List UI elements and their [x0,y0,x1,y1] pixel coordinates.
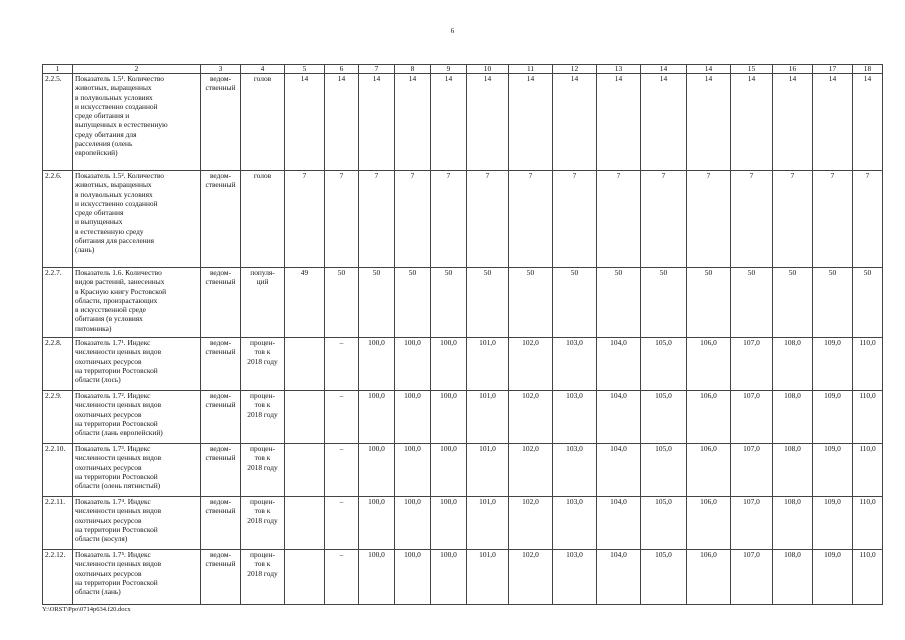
unit-line: 2018 году [247,409,278,419]
row-number-cell: 2.2.11. [43,497,73,550]
value-cell [285,497,325,550]
value-cell: 100,0 [395,338,431,391]
row-number-cell: 2.2.10. [43,444,73,497]
name-line: животных, выращенных [75,180,152,190]
value-cell: 50 [359,268,395,338]
row-number-cell: 2.2.5. [43,74,73,171]
value-cell [285,338,325,391]
unit-line: процен- [250,497,275,506]
value-cell: 50 [431,268,467,338]
name-line: (лань) [75,245,95,255]
value-cell: 110,0 [853,550,883,605]
name-line: численности ценных видов [75,453,162,463]
column-number-cell: 2 [73,65,201,74]
name-line: численности ценных видов [75,559,162,569]
name-line: охотничьих ресурсов [75,462,142,472]
column-number-cell: 4 [241,65,285,74]
column-number-cell: 10 [467,65,509,74]
name-line: на территории Ростовской [75,577,158,587]
value-cell: 109,0 [813,497,853,550]
value-cell: 7 [731,171,773,268]
name-line: области (олень пятнистый) [75,481,161,491]
row-number-cell: 2.2.6. [43,171,73,268]
value-cell: 50 [641,268,687,338]
value-cell [285,550,325,605]
value-cell: 106,0 [687,338,731,391]
table-row [43,338,883,391]
value-cell: 14 [731,74,773,171]
name-line: европейский) [75,148,118,158]
column-number-cell: 7 [359,65,395,74]
indicator-name-cell [73,497,201,550]
name-line: численности ценных видов [75,347,162,357]
value-cell: 50 [687,268,731,338]
value-cell: 7 [687,171,731,268]
value-cell: 102,0 [509,338,553,391]
value-cell: 7 [285,171,325,268]
value-cell: 50 [813,268,853,338]
unit-cell [241,550,285,605]
source-line: ведом- [209,74,232,83]
value-cell: 101,0 [467,444,509,497]
value-cell: 14 [285,74,325,171]
value-cell: 105,0 [641,444,687,497]
indicator-name-cell [73,268,201,338]
value-cell: 105,0 [641,338,687,391]
unit-line: тов к [254,347,271,357]
value-cell: 100,0 [431,497,467,550]
source-line: ведом- [209,268,232,277]
value-cell: 108,0 [773,338,813,391]
value-cell: 50 [731,268,773,338]
source-line: ственный [205,347,236,357]
source-line: ведом- [209,338,232,347]
name-line: области, произрастающих [75,295,158,305]
value-cell: 14 [325,74,359,171]
value-cell: – [325,497,359,550]
value-cell: 107,0 [731,550,773,605]
value-cell: 101,0 [467,338,509,391]
value-cell: 14 [641,74,687,171]
value-cell: 50 [325,268,359,338]
unit-line: популя- [250,268,275,277]
column-number-cell: 8 [395,65,431,74]
name-line: области (косуля) [75,534,128,544]
value-cell: 14 [773,74,813,171]
column-number-cell: 14 [641,65,687,74]
value-cell: 49 [285,268,325,338]
name-line: на территории Ростовской [75,365,158,375]
value-cell: 50 [553,268,597,338]
unit-line: голов [253,74,272,83]
table-row [43,268,883,338]
value-cell: 7 [431,171,467,268]
value-cell: 100,0 [359,550,395,605]
value-cell: 110,0 [853,338,883,391]
name-line: в полувольных условиях [75,189,153,199]
name-line: среде обитания [75,208,124,218]
indicator-name-cell [73,338,201,391]
table-row [43,171,883,268]
value-cell: 109,0 [813,338,853,391]
table-row [43,391,883,444]
name-line: Показатель 1.7³. Индекс [75,444,151,453]
source-line: ственный [205,180,236,190]
row-number-cell: 2.2.9. [43,391,73,444]
value-cell: 7 [813,171,853,268]
unit-cell [241,171,285,268]
table-row [43,74,883,171]
name-line: на территории Ростовской [75,524,158,534]
source-line: ведом- [209,391,232,400]
value-cell: 14 [395,74,431,171]
name-line: в искусственной среде [75,305,146,315]
value-cell: 107,0 [731,338,773,391]
value-cell: 7 [359,171,395,268]
unit-line: тов к [254,506,271,516]
page-number: 6 [450,27,455,35]
data-source-cell [201,268,241,338]
column-number-cell: 12 [553,65,597,74]
value-cell: 100,0 [359,338,395,391]
indicator-name-cell [73,74,201,171]
value-cell: 100,0 [431,391,467,444]
name-line: Показатель 1.7¹. Индекс [75,338,151,347]
column-number-cell: 15 [731,65,773,74]
name-line: животных, выращенных [75,83,152,93]
data-source-cell [201,171,241,268]
data-source-cell [201,550,241,605]
unit-line: тов к [254,453,271,463]
name-line: выпущенных в естественную [75,120,168,130]
unit-line: процен- [250,550,275,559]
unit-cell [241,497,285,550]
value-cell: 105,0 [641,391,687,444]
value-cell: 100,0 [395,497,431,550]
indicator-name-cell [73,391,201,444]
value-cell: 100,0 [395,391,431,444]
value-cell: 14 [509,74,553,171]
source-line: ственный [205,453,236,463]
unit-cell [241,268,285,338]
column-number-cell: 17 [813,65,853,74]
name-line: Показатель 1.7⁵. Индекс [75,550,151,559]
value-cell: 101,0 [467,497,509,550]
value-cell: 102,0 [509,550,553,605]
value-cell: 110,0 [853,391,883,444]
source-line: ственный [205,400,236,410]
value-cell: 101,0 [467,550,509,605]
unit-cell [241,74,285,171]
name-line: питомника) [75,323,112,333]
value-cell: 14 [597,74,641,171]
value-cell: 104,0 [597,550,641,605]
name-line: обитания для расселения [75,236,155,246]
value-cell: 103,0 [553,444,597,497]
column-number-cell: 16 [773,65,813,74]
value-cell: 100,0 [359,444,395,497]
value-cell: 14 [467,74,509,171]
row-number-cell: 2.2.7. [43,268,73,338]
name-line: области (лось) [75,375,121,385]
name-line: Показатель 1.7². Индекс [75,391,151,400]
value-cell: 107,0 [731,444,773,497]
column-number-cell: 18 [853,65,883,74]
column-number-cell: 1 [43,65,73,74]
table-row [43,497,883,550]
source-line: ведом- [209,497,232,506]
value-cell: 50 [467,268,509,338]
value-cell: 106,0 [687,444,731,497]
value-cell: – [325,444,359,497]
value-cell: 14 [813,74,853,171]
name-line: и искусственно созданной [75,198,158,208]
name-line: в полувольных условиях [75,92,153,102]
data-source-cell [201,497,241,550]
unit-line: процен- [250,391,275,400]
unit-line: процен- [250,444,275,453]
source-line: ственный [205,83,236,93]
value-cell: 7 [597,171,641,268]
value-cell: 106,0 [687,550,731,605]
value-cell: 50 [853,268,883,338]
value-cell: 100,0 [359,391,395,444]
column-number-cell: 13 [597,65,641,74]
value-cell: 14 [553,74,597,171]
value-cell: 108,0 [773,444,813,497]
value-cell: 107,0 [731,391,773,444]
name-line: обитания (в условиях [75,314,143,324]
value-cell [285,444,325,497]
value-cell: 7 [641,171,687,268]
row-number-cell: 2.2.8. [43,338,73,391]
value-cell: 109,0 [813,391,853,444]
unit-cell [241,338,285,391]
value-cell: 106,0 [687,391,731,444]
value-cell: 103,0 [553,497,597,550]
value-cell: 109,0 [813,444,853,497]
value-cell: 104,0 [597,444,641,497]
data-source-cell [201,338,241,391]
name-line: области (лань европейский) [75,428,163,438]
name-line: в Красную книгу Ростовской [75,286,167,296]
indicator-name-cell [73,444,201,497]
value-cell: 104,0 [597,497,641,550]
value-cell: 105,0 [641,550,687,605]
name-line: охотничьих ресурсов [75,568,142,578]
name-line: расселения (олень [75,139,133,149]
value-cell: 50 [509,268,553,338]
unit-cell [241,444,285,497]
value-cell: 7 [853,171,883,268]
source-line: ственный [205,506,236,516]
indicator-table [42,64,883,605]
unit-line: 2018 году [247,356,278,366]
name-line: на территории Ростовской [75,471,158,481]
name-line: и выпущенных [75,217,123,227]
column-number-cell: 14 [687,65,731,74]
column-number-row [43,65,883,74]
value-cell: 102,0 [509,444,553,497]
table-row [43,444,883,497]
value-cell: 110,0 [853,444,883,497]
name-line: в естественную среду [75,226,144,236]
value-cell: 100,0 [431,444,467,497]
name-line: области (лань) [75,587,121,597]
name-line: охотничьих ресурсов [75,515,142,525]
value-cell: 7 [395,171,431,268]
column-number-cell: 9 [431,65,467,74]
value-cell: 108,0 [773,550,813,605]
value-cell [285,391,325,444]
value-cell: – [325,338,359,391]
value-cell: 102,0 [509,497,553,550]
value-cell: 108,0 [773,497,813,550]
data-source-cell [201,444,241,497]
name-line: видов растений, занесенных [75,277,165,287]
value-cell: 14 [853,74,883,171]
value-cell: 14 [431,74,467,171]
unit-line: процен- [250,338,275,347]
unit-line: тов к [254,400,271,410]
name-line: охотничьих ресурсов [75,409,142,419]
value-cell: – [325,550,359,605]
value-cell: 50 [597,268,641,338]
value-cell: 106,0 [687,497,731,550]
value-cell: 103,0 [553,550,597,605]
column-number-cell: 5 [285,65,325,74]
column-number-cell: 6 [325,65,359,74]
table-row [43,550,883,605]
value-cell: 101,0 [467,391,509,444]
column-number-cell: 3 [201,65,241,74]
value-cell: 105,0 [641,497,687,550]
value-cell: 100,0 [431,550,467,605]
value-cell: 14 [359,74,395,171]
unit-line: ций [256,277,269,287]
source-line: ственный [205,277,236,287]
value-cell: 7 [325,171,359,268]
value-cell: 7 [509,171,553,268]
value-cell: 110,0 [853,497,883,550]
unit-line: голов [253,171,272,180]
indicator-name-cell [73,171,201,268]
source-line: ственный [205,559,236,569]
value-cell: – [325,391,359,444]
source-line: ведом- [209,444,232,453]
value-cell: 104,0 [597,338,641,391]
data-source-cell [201,391,241,444]
value-cell: 100,0 [431,338,467,391]
name-line: Показатель 1.5². Количество [75,171,164,180]
name-line: на территории Ростовской [75,418,158,428]
name-line: Показатель 1.6. Количество [75,268,162,277]
value-cell: 100,0 [395,444,431,497]
name-line: численности ценных видов [75,506,162,516]
name-line: Показатель 1.7⁴. Индекс [75,497,151,506]
row-number-cell: 2.2.12. [43,550,73,605]
value-cell: 103,0 [553,338,597,391]
value-cell: 7 [467,171,509,268]
indicator-name-cell [73,550,201,605]
value-cell: 109,0 [813,550,853,605]
value-cell: 7 [553,171,597,268]
name-line: среду обитания для [75,129,137,139]
value-cell: 7 [773,171,813,268]
value-cell: 14 [687,74,731,171]
source-line: ведом- [209,171,232,180]
value-cell: 104,0 [597,391,641,444]
value-cell: 108,0 [773,391,813,444]
value-cell: 102,0 [509,391,553,444]
column-number-cell: 11 [509,65,553,74]
unit-line: 2018 году [247,568,278,578]
unit-line: тов к [254,559,271,569]
name-line: среде обитания и [75,111,130,121]
unit-line: 2018 году [247,515,278,525]
unit-cell [241,391,285,444]
name-line: численности ценных видов [75,400,162,410]
file-path-footer: Y:\ORST\Ppo\0714p634.f20.docx [42,606,131,613]
value-cell: 100,0 [359,497,395,550]
value-cell: 50 [395,268,431,338]
name-line: и искусственно созданной [75,101,158,111]
name-line: Показатель 1.5¹. Количество [75,74,164,83]
value-cell: 100,0 [395,550,431,605]
value-cell: 107,0 [731,497,773,550]
value-cell: 50 [773,268,813,338]
source-line: ведом- [209,550,232,559]
value-cell: 103,0 [553,391,597,444]
unit-line: 2018 году [247,462,278,472]
data-source-cell [201,74,241,171]
name-line: охотничьих ресурсов [75,356,142,366]
